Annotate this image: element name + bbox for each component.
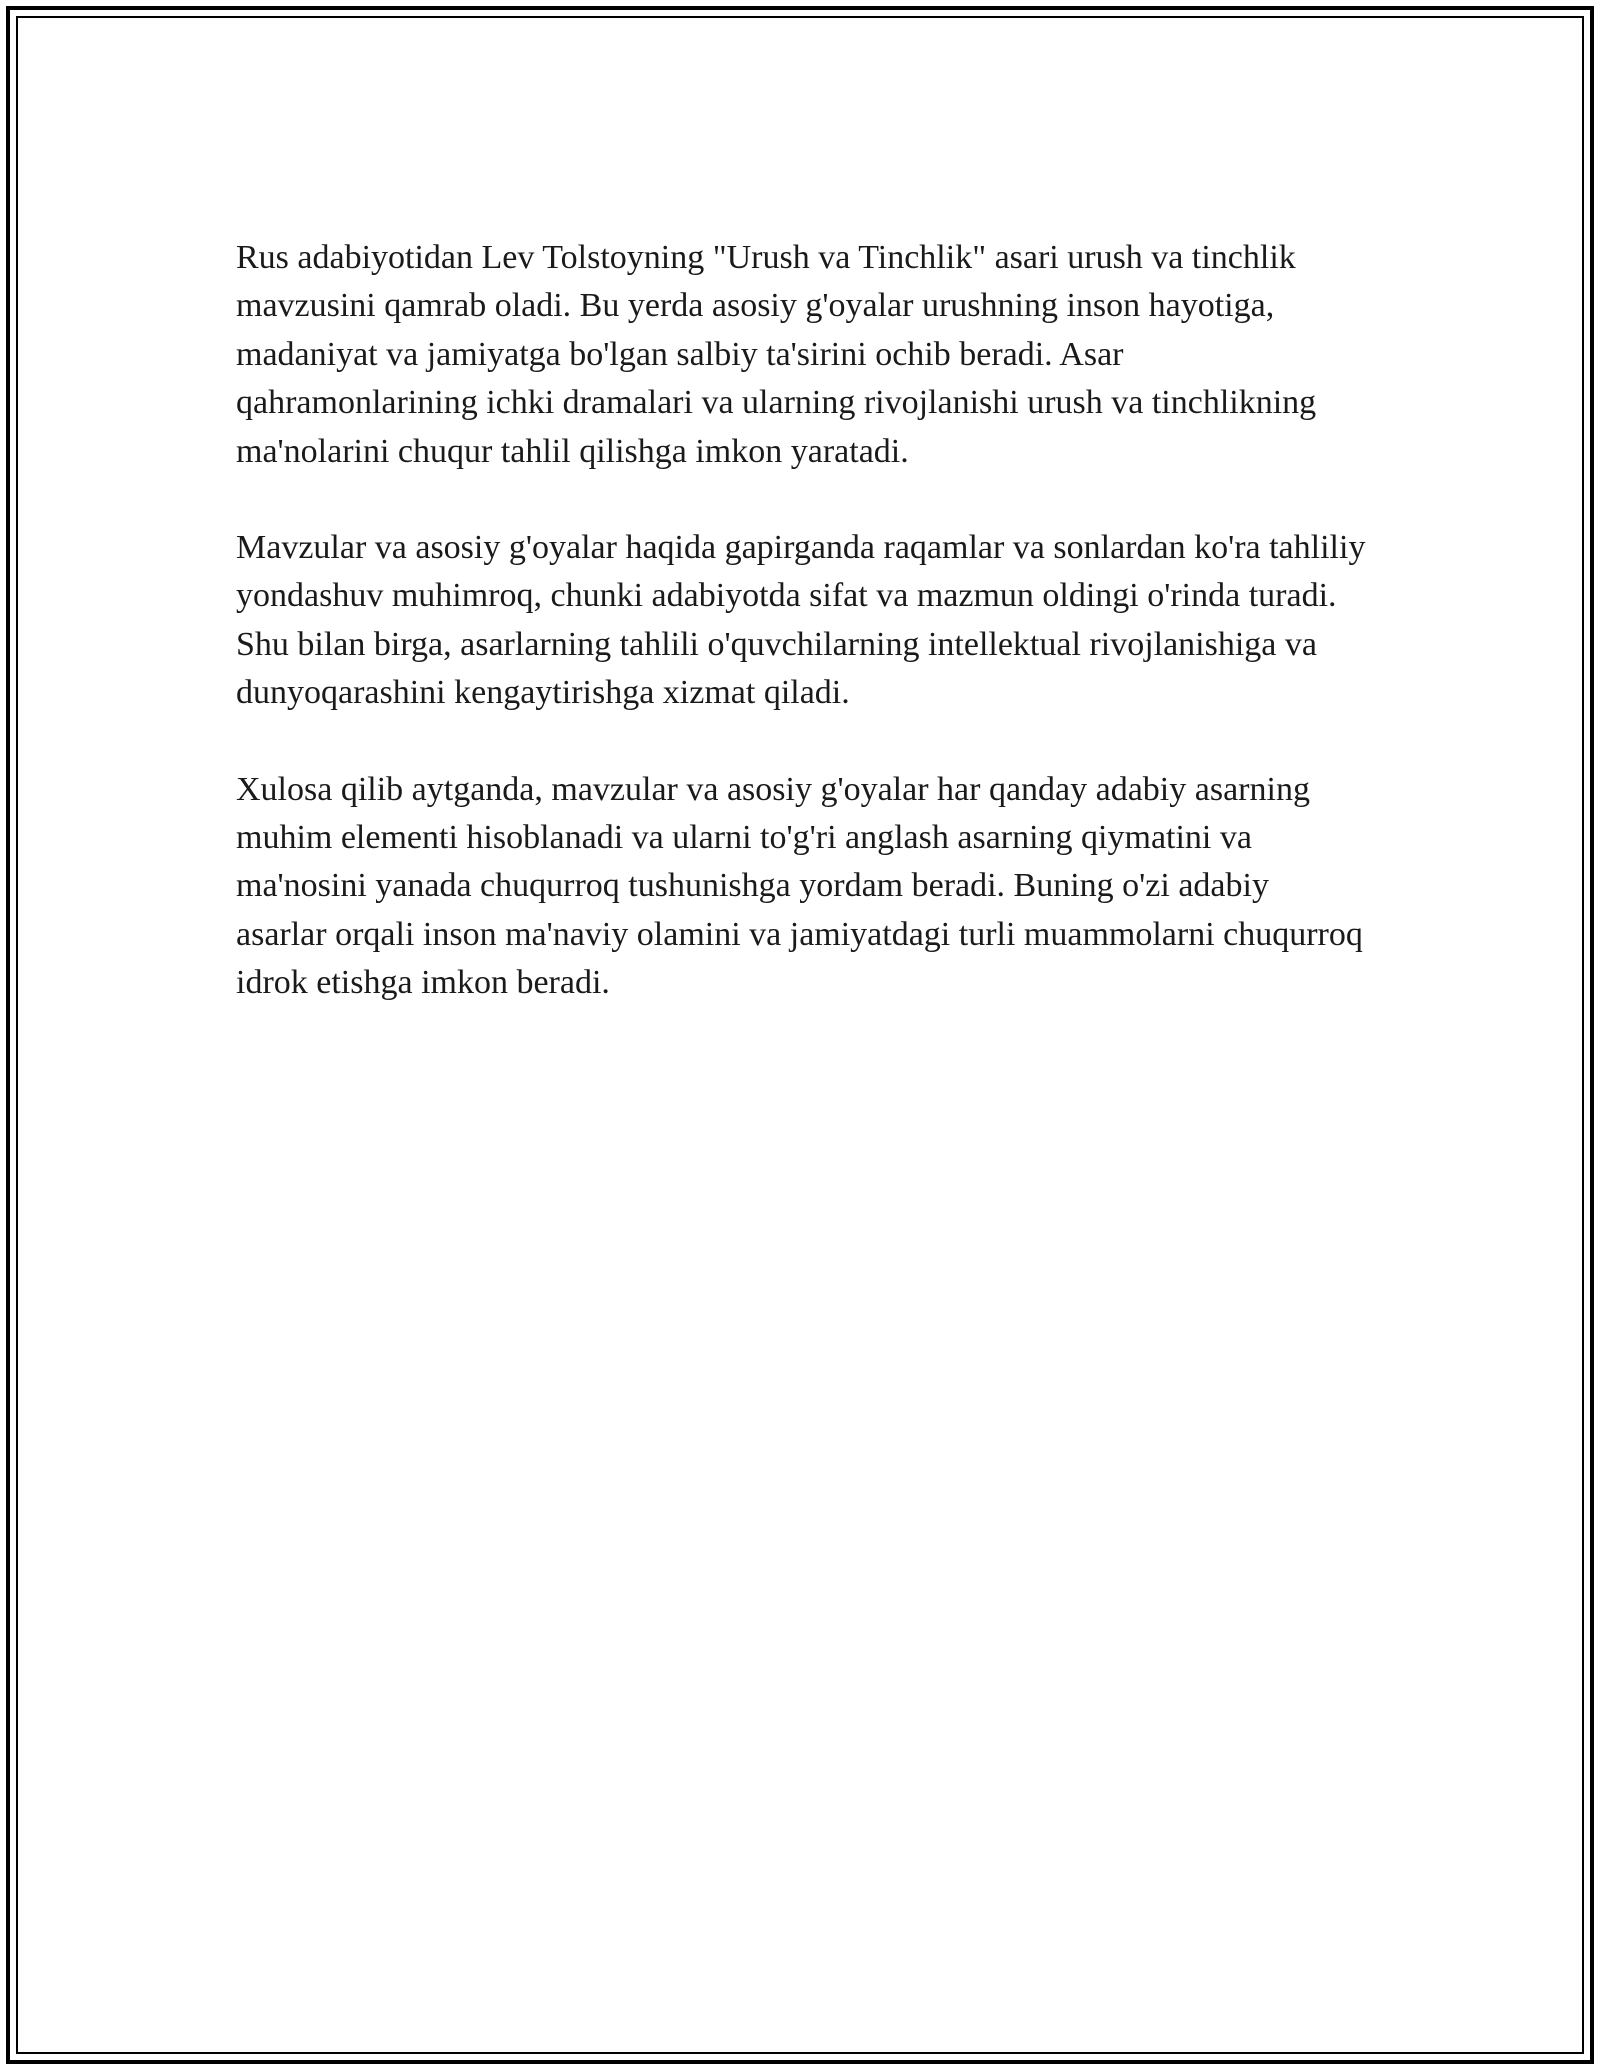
paragraph-3: Xulosa qilib aytganda, mavzular va asosiy g'oyalar har qanday adabiy asarning muhim elementi hisoblanadi va ularni to'g'ri anglash asarning qiymatini va ma'nosini yanada chuqurroq tushunishga yordam beradi. Buning o'zi adabiy asarlar orqali inson ma'naviy olamini va jamiyatdagi turli muammolarni chuqurroq idrok etishga imkon beradi. <box>236 770 1363 1002</box>
paragraph-2: Mavzular va asosiy g'oyalar haqida gapirganda raqamlar va sonlardan ko'ra tahliliy yondashuv muhimroq, chunki adabiyotda sifat va mazmun oldingi o'rinda turadi. Shu bilan birga, asarlarning tahlili o'quvchilarning intellektual rivojlanishiga va dunyoqarashini kengaytirishga xizmat qiladi. <box>236 529 1366 712</box>
document-body <box>236 234 1366 1056</box>
paragraph-1: Rus adabiyotidan Lev Tolstoyning "Urush va Tinchlik" asari urush va tinchlik mavzusini qamrab oladi. Bu yerda asosiy g'oyalar urushning inson hayotiga, madaniyat va jamiyatga bo'lgan salbiy ta'sirini ochib beradi. Asar qahramonlarining ichki dramalari va ularning rivojlanishi urush va tinchlikning ma'nolarini chuqur tahlil qilishga imkon yaratadi. <box>236 239 1317 470</box>
